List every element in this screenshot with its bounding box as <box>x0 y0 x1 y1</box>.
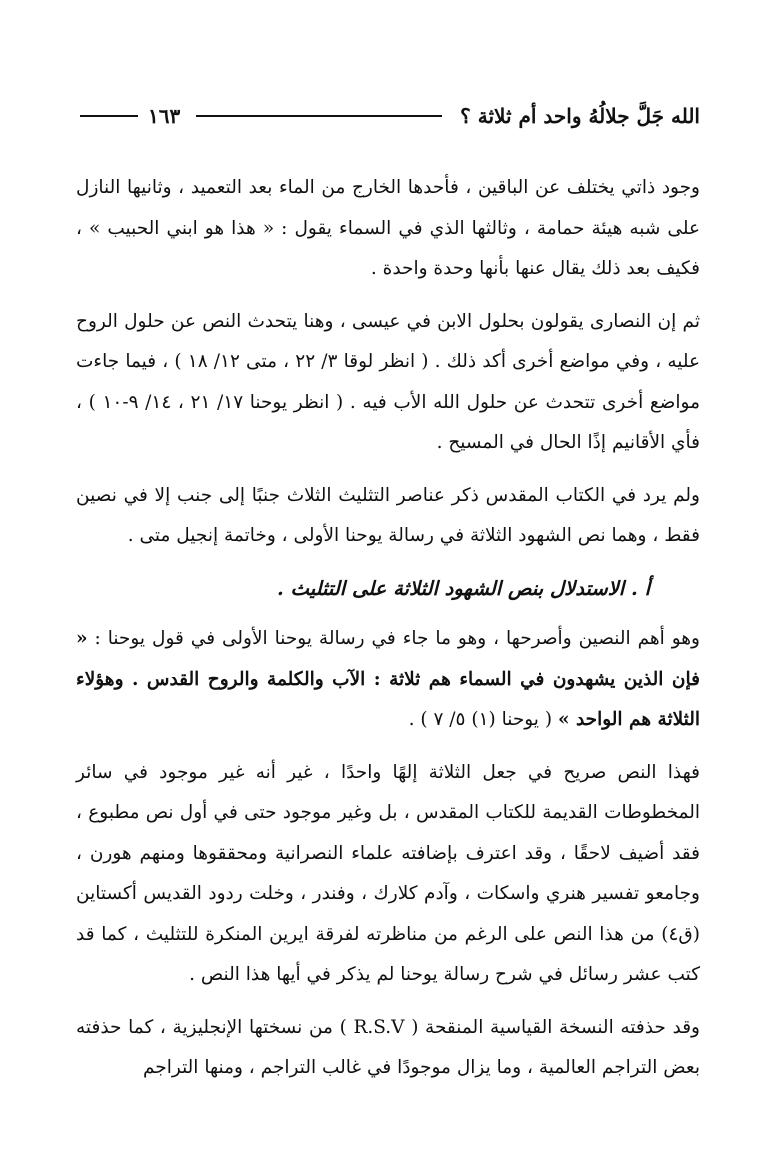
paragraph-5: فهذا النص صريح في جعل الثلاثة إلهًا واحدًا ، غير أنه غير موجود في سائر المخطوطات القديمة للكتاب المقدس ، بل وغير موجود حتى في أول نص مطبوع ، فقد أضيف لاحقًا ، وقد اعترف بإضافته علماء النصرانية ومحققوها ومنهم هورن ، وجامعو تفسير هنري واسكات ، وآدم كلارك ، وفندر ، وخلت ردود القديس أكستاين (ق٤) من هذا النص على الرغم من مناظرته لفرقة ايرين المنكرة للتثليث ، كما قد كتب عشر رسائل في شرح رسالة يوحنا لم يذكر في أيها هذا النص . <box>76 761 700 985</box>
paragraph-4-quote: « فإن الذين يشهدون في السماء هم ثلاثة : الآب والكلمة والروح القدس . وهؤلاء الثلاثة هم الواحد » <box>76 628 700 730</box>
section-heading: أ . الاستدلال بنص الشهود الثلاثة على التثليث . <box>276 576 650 600</box>
paragraph-4-intro: وهو أهم النصين وأصرحها ، وهو ما جاء في رسالة يوحنا الأولى في قول يوحنا : <box>94 628 700 649</box>
running-head <box>80 96 700 136</box>
paragraph-1: وجود ذاتي يختلف عن الباقين ، فأحدها الخارج من الماء بعد التعميد ، وثانيها النازل على شبه هيئة حمامة ، وثالثها الذي في السماء يقول : « هذا هو ابني الحبيب » ، فكيف بعد ذلك يقال عنها بأنها وحدة واحدة . <box>76 177 700 279</box>
paragraph-4 <box>76 619 700 741</box>
body-text <box>76 168 700 1101</box>
paragraph-3: ولم يرد في الكتاب المقدس ذكر عناصر التثليث الثلاث جنبًا إلى جنب إلا في نصين فقط ، وهما نص الشهود الثلاثة في رسالة يوحنا الأولى ، وخاتمة إنجيل متى . <box>76 484 700 546</box>
running-head-rule <box>196 115 442 117</box>
paragraph-2: ثم إن النصارى يقولون بحلول الابن في عيسى ، وهنا يتحدث النص عن حلول الروح عليه ، وفي مواضع أخرى أكد ذلك . ( انظر لوقا ٣/ ٢٢ ، متى ١٢/ ١٨ ) ، فيما جاءت مواضع أخرى تتحدث عن حلول الله الأب فيه . ( انظر يوحنا ١٧/ ٢١ ، ١٤/ ٩-١٠ ) ، فأي الأقانيم إذًا الحال في المسيح . <box>76 310 700 453</box>
paragraph-4-reference: ( يوحنا (١) ٥/ ٧ ) . <box>408 709 558 730</box>
paragraph-6: وقد حذفته النسخة القياسية المنقحة ( R.S.V ) من نسختها الإنجليزية ، كما حذفته بعض التراجم العالمية ، وما يزال موجودًا في غالب التراجم ، ومنها التراجم <box>76 1016 700 1078</box>
running-head-title: الله جَلَّ جلالُهُ واحد أم ثلاثة ؟ <box>460 104 700 128</box>
page-number: ١٦٣ <box>148 104 181 128</box>
running-head-rule-short <box>80 115 138 117</box>
